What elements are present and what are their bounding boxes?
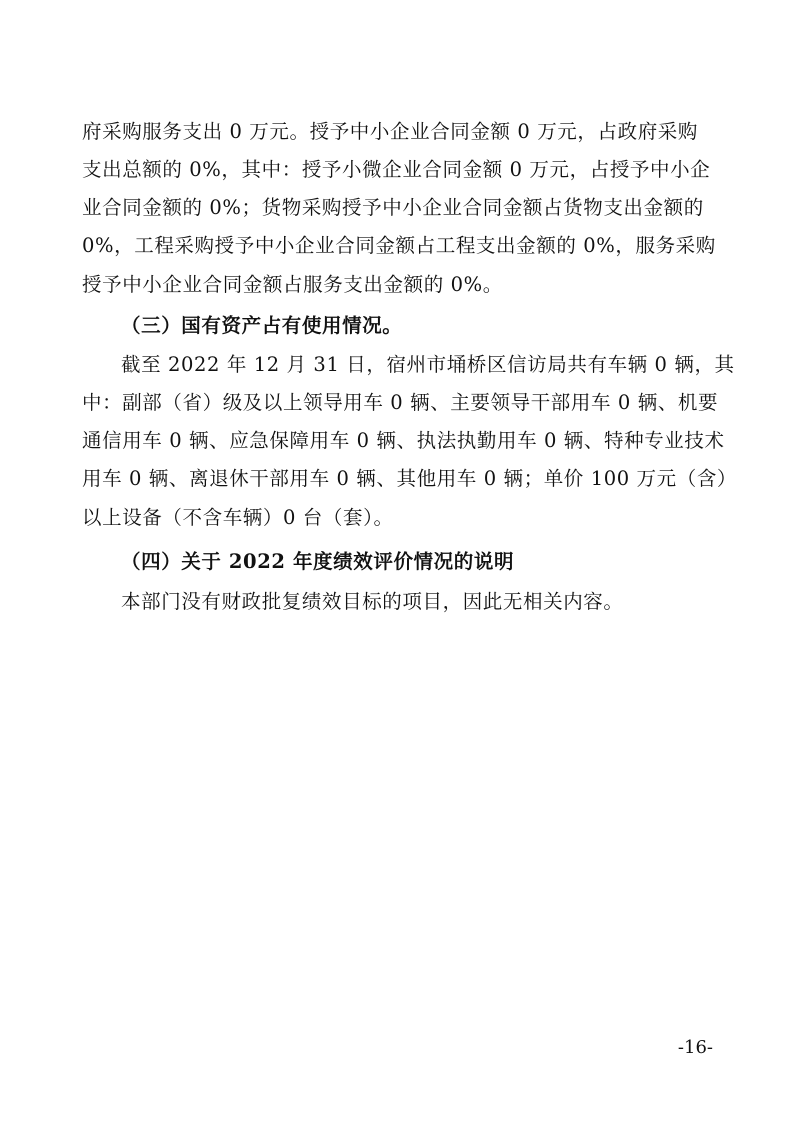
section-heading-assets: （三）国有资产占有使用情况。 bbox=[121, 314, 403, 337]
paragraph-line: 0%，工程采购授予中小企业合同金额占工程支出金额的 0%，服务采购 bbox=[82, 234, 716, 257]
paragraph-line: 通信用车 0 辆、应急保障用车 0 辆、执法执勤用车 0 辆、特种专业技术 bbox=[82, 429, 725, 452]
paragraph-line: 业合同金额的 0%；货物采购授予中小企业合同金额占货物支出金额的 bbox=[82, 196, 704, 219]
paragraph-line: 本部门没有财政批复绩效目标的项目，因此无相关内容。 bbox=[121, 590, 624, 613]
paragraph-line: 用车 0 辆、离退休干部用车 0 辆、其他用车 0 辆；单价 100 万元（含） bbox=[82, 467, 738, 490]
paragraph-line: 截至 2022 年 12 月 31 日，宿州市埇桥区信访局共有车辆 0 辆，其 bbox=[121, 353, 735, 376]
paragraph-line: 中：副部（省）级及以上领导用车 0 辆、主要领导干部用车 0 辆、机要 bbox=[82, 391, 719, 414]
paragraph-line: 授予中小企业合同金额占服务支出金额的 0%。 bbox=[82, 273, 503, 296]
page-number: -16- bbox=[677, 1037, 713, 1058]
paragraph-line: 府采购服务支出 0 万元。授予中小企业合同金额 0 万元，占政府采购 bbox=[82, 120, 699, 143]
paragraph-line: 以上设备（不含车辆）0 台（套）。 bbox=[82, 506, 394, 529]
section-heading-performance: （四）关于 2022 年度绩效评价情况的说明 bbox=[121, 550, 515, 573]
paragraph-line: 支出总额的 0%，其中：授予小微企业合同金额 0 万元，占授予中小企 bbox=[82, 158, 711, 181]
